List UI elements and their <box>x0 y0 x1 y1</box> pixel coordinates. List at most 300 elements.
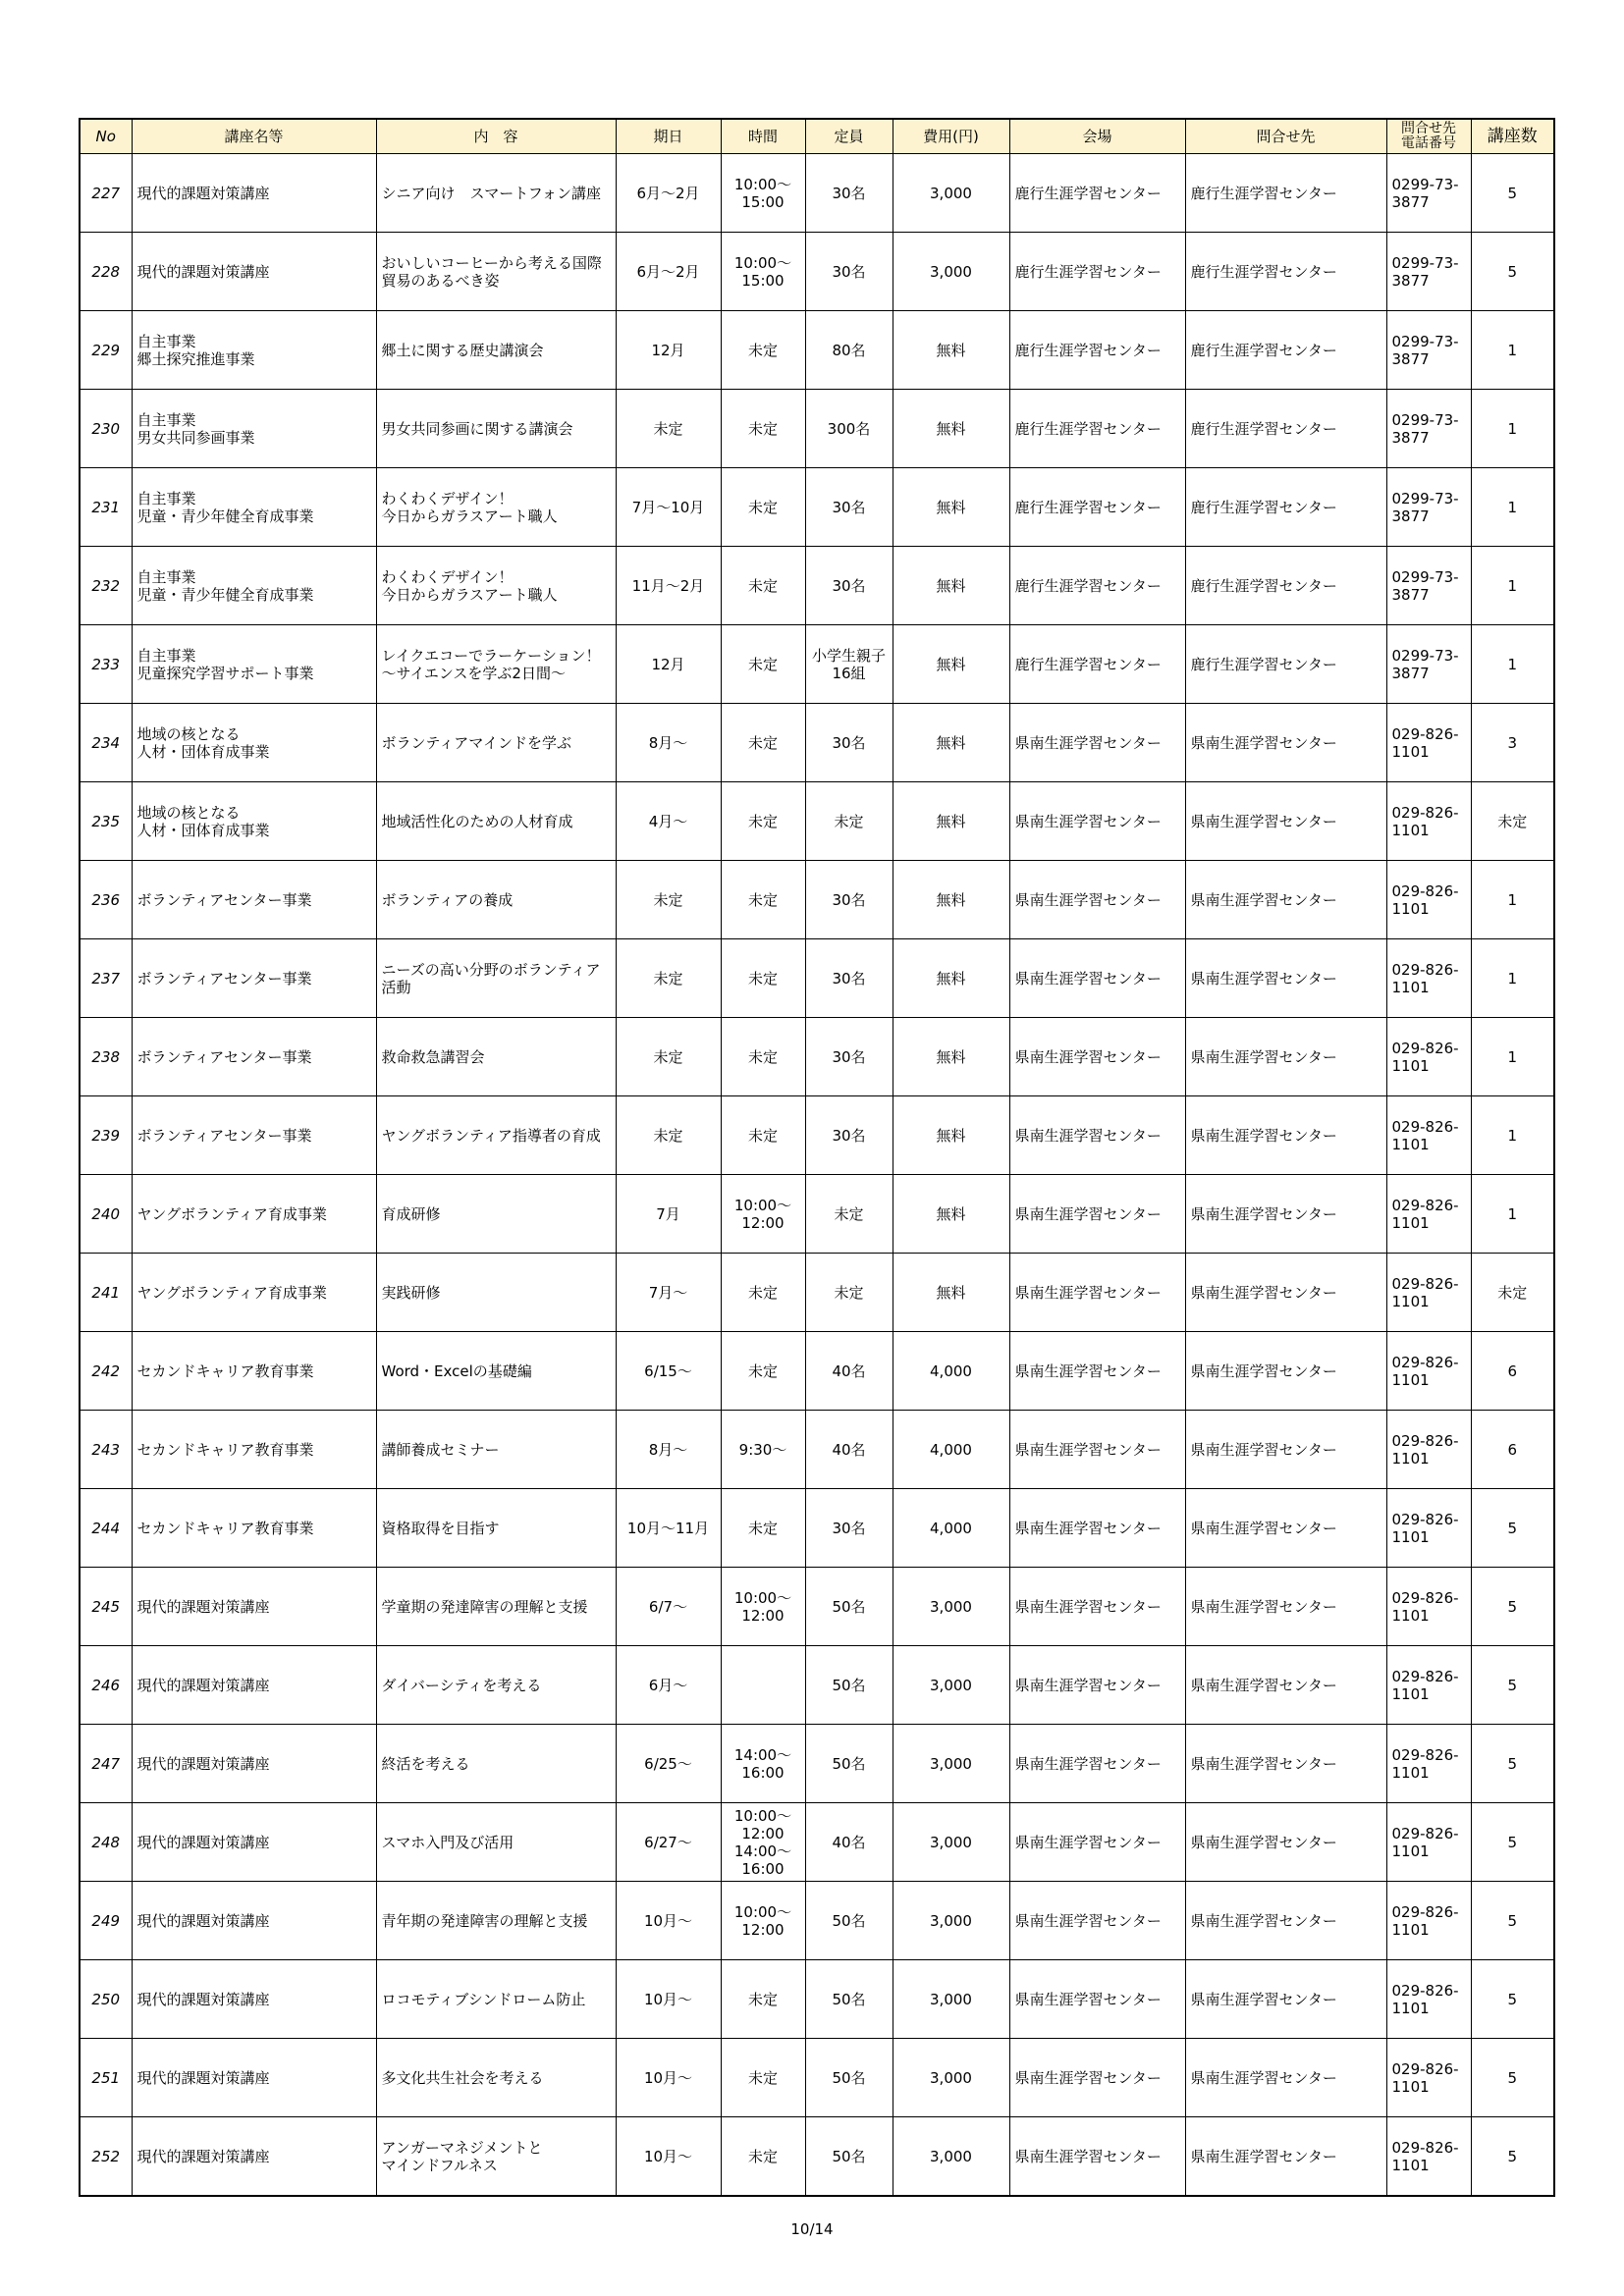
cell-no: 231 <box>80 468 132 547</box>
cell-name: 自主事業 男女共同参画事業 <box>132 390 376 468</box>
cell-content: 育成研修 <box>376 1175 616 1254</box>
cell-fee: 3,000 <box>893 233 1009 311</box>
table-row <box>80 1725 1554 1803</box>
table-row <box>80 2039 1554 2117</box>
cell-phone: 029-826- 1101 <box>1386 1882 1471 1960</box>
cell-no: 236 <box>80 861 132 939</box>
cell-venue: 県南生涯学習センター <box>1009 1411 1185 1489</box>
cell-content: シニア向け スマートフォン講座 <box>376 154 616 233</box>
cell-count: 5 <box>1471 1960 1554 2039</box>
cell-date: 未定 <box>616 390 721 468</box>
cell-venue: 県南生涯学習センター <box>1009 2039 1185 2117</box>
header-no: No <box>80 119 132 154</box>
cell-content: ニーズの高い分野のボランティア 活動 <box>376 939 616 1018</box>
cell-contact: 県南生涯学習センター <box>1185 939 1386 1018</box>
cell-capacity: 50名 <box>805 1725 893 1803</box>
cell-time: 未定 <box>721 2117 805 2197</box>
cell-time: 未定 <box>721 311 805 390</box>
cell-fee: 無料 <box>893 1018 1009 1096</box>
cell-contact: 県南生涯学習センター <box>1185 1018 1386 1096</box>
cell-capacity: 50名 <box>805 1882 893 1960</box>
cell-date: 6月～2月 <box>616 154 721 233</box>
table-row <box>80 233 1554 311</box>
table-row <box>80 1646 1554 1725</box>
cell-capacity: 300名 <box>805 390 893 468</box>
cell-phone: 029-826- 1101 <box>1386 1018 1471 1096</box>
table-row <box>80 861 1554 939</box>
cell-date: 6/7～ <box>616 1568 721 1646</box>
cell-time: 10:00～ 12:00 <box>721 1568 805 1646</box>
cell-contact: 県南生涯学習センター <box>1185 2117 1386 2197</box>
cell-venue: 県南生涯学習センター <box>1009 1568 1185 1646</box>
cell-name: セカンドキャリア教育事業 <box>132 1489 376 1568</box>
cell-contact: 県南生涯学習センター <box>1185 861 1386 939</box>
cell-name: 現代的課題対策講座 <box>132 233 376 311</box>
cell-phone: 029-826- 1101 <box>1386 1411 1471 1489</box>
cell-count: 1 <box>1471 547 1554 625</box>
cell-phone: 029-826- 1101 <box>1386 2117 1471 2197</box>
cell-name: 現代的課題対策講座 <box>132 2117 376 2197</box>
cell-contact: 県南生涯学習センター <box>1185 1568 1386 1646</box>
cell-capacity: 小学生親子 16組 <box>805 625 893 704</box>
cell-time: 未定 <box>721 1960 805 2039</box>
cell-venue: 県南生涯学習センター <box>1009 1254 1185 1332</box>
cell-fee: 3,000 <box>893 1803 1009 1882</box>
cell-contact: 鹿行生涯学習センター <box>1185 468 1386 547</box>
cell-count: 1 <box>1471 861 1554 939</box>
cell-contact: 鹿行生涯学習センター <box>1185 625 1386 704</box>
cell-fee: 無料 <box>893 1096 1009 1175</box>
cell-contact: 鹿行生涯学習センター <box>1185 547 1386 625</box>
cell-content: スマホ入門及び活用 <box>376 1803 616 1882</box>
cell-phone: 029-826- 1101 <box>1386 1646 1471 1725</box>
cell-time: 10:00～ 12:00 <box>721 1175 805 1254</box>
cell-count: 5 <box>1471 1646 1554 1725</box>
cell-contact: 県南生涯学習センター <box>1185 1725 1386 1803</box>
cell-phone: 0299-73- 3877 <box>1386 311 1471 390</box>
cell-time: 未定 <box>721 625 805 704</box>
table-row <box>80 939 1554 1018</box>
cell-venue: 県南生涯学習センター <box>1009 1725 1185 1803</box>
table-row <box>80 547 1554 625</box>
table-body <box>80 154 1554 2197</box>
cell-no: 245 <box>80 1568 132 1646</box>
cell-venue: 鹿行生涯学習センター <box>1009 390 1185 468</box>
cell-venue: 県南生涯学習センター <box>1009 1803 1185 1882</box>
cell-phone: 0299-73- 3877 <box>1386 390 1471 468</box>
cell-time: 未定 <box>721 1096 805 1175</box>
cell-no: 252 <box>80 2117 132 2197</box>
table-row <box>80 154 1554 233</box>
cell-count: 未定 <box>1471 1254 1554 1332</box>
cell-capacity: 30名 <box>805 1489 893 1568</box>
table-row <box>80 468 1554 547</box>
cell-time: 未定 <box>721 1018 805 1096</box>
cell-count: 5 <box>1471 1725 1554 1803</box>
cell-name: ボランティアセンター事業 <box>132 1096 376 1175</box>
cell-name: ヤングボランティア育成事業 <box>132 1254 376 1332</box>
cell-content: 実践研修 <box>376 1254 616 1332</box>
header-row <box>80 119 1554 154</box>
cell-contact: 県南生涯学習センター <box>1185 1646 1386 1725</box>
cell-date: 10月～ <box>616 1882 721 1960</box>
cell-date: 未定 <box>616 1018 721 1096</box>
cell-name: 地域の核となる 人材・団体育成事業 <box>132 704 376 782</box>
table-row <box>80 1803 1554 1882</box>
table-row <box>80 311 1554 390</box>
cell-phone: 029-826- 1101 <box>1386 782 1471 861</box>
cell-capacity: 40名 <box>805 1332 893 1411</box>
cell-no: 248 <box>80 1803 132 1882</box>
cell-no: 232 <box>80 547 132 625</box>
cell-no: 240 <box>80 1175 132 1254</box>
cell-name: ボランティアセンター事業 <box>132 861 376 939</box>
cell-phone: 029-826- 1101 <box>1386 2039 1471 2117</box>
cell-phone: 029-826- 1101 <box>1386 1803 1471 1882</box>
cell-venue: 県南生涯学習センター <box>1009 939 1185 1018</box>
cell-content: 資格取得を目指す <box>376 1489 616 1568</box>
cell-content: アンガーマネジメントと マインドフルネス <box>376 2117 616 2197</box>
cell-capacity: 未定 <box>805 1254 893 1332</box>
table-row <box>80 782 1554 861</box>
cell-name: 現代的課題対策講座 <box>132 1882 376 1960</box>
cell-phone: 029-826- 1101 <box>1386 1568 1471 1646</box>
cell-count: 5 <box>1471 2039 1554 2117</box>
cell-content: 郷土に関する歴史講演会 <box>376 311 616 390</box>
cell-phone: 029-826- 1101 <box>1386 1489 1471 1568</box>
cell-time: 14:00～ 16:00 <box>721 1725 805 1803</box>
cell-phone: 0299-73- 3877 <box>1386 233 1471 311</box>
cell-venue: 鹿行生涯学習センター <box>1009 311 1185 390</box>
cell-contact: 県南生涯学習センター <box>1185 1411 1386 1489</box>
cell-no: 234 <box>80 704 132 782</box>
cell-fee: 4,000 <box>893 1489 1009 1568</box>
cell-fee: 無料 <box>893 939 1009 1018</box>
cell-fee: 3,000 <box>893 154 1009 233</box>
cell-fee: 無料 <box>893 547 1009 625</box>
cell-no: 235 <box>80 782 132 861</box>
cell-phone: 0299-73- 3877 <box>1386 547 1471 625</box>
cell-time: 10:00～ 15:00 <box>721 154 805 233</box>
cell-phone: 029-826- 1101 <box>1386 939 1471 1018</box>
cell-date: 7月 <box>616 1175 721 1254</box>
cell-name: 現代的課題対策講座 <box>132 1568 376 1646</box>
cell-date: 未定 <box>616 939 721 1018</box>
table-row <box>80 1568 1554 1646</box>
cell-content: わくわくデザイン！ 今日からガラスアート職人 <box>376 547 616 625</box>
table-row <box>80 1960 1554 2039</box>
cell-fee: 3,000 <box>893 1568 1009 1646</box>
header-name: 講座名等 <box>132 119 376 154</box>
cell-no: 250 <box>80 1960 132 2039</box>
cell-venue: 県南生涯学習センター <box>1009 704 1185 782</box>
cell-phone: 029-826- 1101 <box>1386 1254 1471 1332</box>
cell-venue: 県南生涯学習センター <box>1009 1018 1185 1096</box>
cell-count: 5 <box>1471 1568 1554 1646</box>
cell-capacity: 30名 <box>805 939 893 1018</box>
table-row <box>80 1332 1554 1411</box>
cell-capacity: 30名 <box>805 1096 893 1175</box>
cell-phone: 0299-73- 3877 <box>1386 154 1471 233</box>
cell-no: 242 <box>80 1332 132 1411</box>
cell-time: 未定 <box>721 1332 805 1411</box>
cell-count: 1 <box>1471 1018 1554 1096</box>
cell-date: 6/27～ <box>616 1803 721 1882</box>
cell-venue: 鹿行生涯学習センター <box>1009 468 1185 547</box>
cell-contact: 県南生涯学習センター <box>1185 1175 1386 1254</box>
cell-name: 自主事業 児童・青少年健全育成事業 <box>132 468 376 547</box>
cell-date: 未定 <box>616 861 721 939</box>
table-row <box>80 1096 1554 1175</box>
cell-time: 未定 <box>721 861 805 939</box>
cell-name: 自主事業 児童・青少年健全育成事業 <box>132 547 376 625</box>
cell-capacity: 30名 <box>805 547 893 625</box>
cell-date: 7月～ <box>616 1254 721 1332</box>
cell-date: 6/15～ <box>616 1332 721 1411</box>
cell-time <box>721 1646 805 1725</box>
cell-venue: 県南生涯学習センター <box>1009 861 1185 939</box>
cell-no: 228 <box>80 233 132 311</box>
table-row <box>80 625 1554 704</box>
cell-time: 未定 <box>721 782 805 861</box>
cell-time: 未定 <box>721 2039 805 2117</box>
cell-phone: 029-826- 1101 <box>1386 1096 1471 1175</box>
cell-name: セカンドキャリア教育事業 <box>132 1411 376 1489</box>
cell-time: 未定 <box>721 939 805 1018</box>
cell-fee: 無料 <box>893 311 1009 390</box>
cell-contact: 県南生涯学習センター <box>1185 782 1386 861</box>
cell-venue: 鹿行生涯学習センター <box>1009 154 1185 233</box>
table-row <box>80 1882 1554 1960</box>
cell-time: 10:00～ 12:00 14:00～ 16:00 <box>721 1803 805 1882</box>
cell-fee: 無料 <box>893 625 1009 704</box>
header-count: 講座数 <box>1471 119 1554 154</box>
cell-capacity: 50名 <box>805 1960 893 2039</box>
cell-date: 10月～11月 <box>616 1489 721 1568</box>
table-row <box>80 2117 1554 2197</box>
cell-fee: 無料 <box>893 861 1009 939</box>
cell-capacity: 50名 <box>805 2039 893 2117</box>
cell-venue: 県南生涯学習センター <box>1009 782 1185 861</box>
cell-content: 男女共同参画に関する講演会 <box>376 390 616 468</box>
header-venue: 会場 <box>1009 119 1185 154</box>
cell-venue: 鹿行生涯学習センター <box>1009 233 1185 311</box>
cell-fee: 3,000 <box>893 2117 1009 2197</box>
cell-count: 5 <box>1471 1882 1554 1960</box>
cell-capacity: 未定 <box>805 1175 893 1254</box>
cell-time: 未定 <box>721 468 805 547</box>
header-capacity: 定員 <box>805 119 893 154</box>
course-table <box>79 118 1555 2197</box>
table-row <box>80 704 1554 782</box>
cell-venue: 県南生涯学習センター <box>1009 1646 1185 1725</box>
cell-count: 1 <box>1471 1096 1554 1175</box>
cell-venue: 県南生涯学習センター <box>1009 1096 1185 1175</box>
cell-name: 現代的課題対策講座 <box>132 1725 376 1803</box>
header-contact: 問合せ先 <box>1185 119 1386 154</box>
cell-content: 学童期の発達障害の理解と支援 <box>376 1568 616 1646</box>
cell-count: 1 <box>1471 625 1554 704</box>
cell-capacity: 30名 <box>805 233 893 311</box>
cell-content: Word・Excelの基礎編 <box>376 1332 616 1411</box>
cell-count: 1 <box>1471 390 1554 468</box>
cell-count: 3 <box>1471 704 1554 782</box>
cell-name: ボランティアセンター事業 <box>132 1018 376 1096</box>
cell-no: 243 <box>80 1411 132 1489</box>
cell-capacity: 50名 <box>805 1568 893 1646</box>
cell-fee: 無料 <box>893 782 1009 861</box>
cell-contact: 県南生涯学習センター <box>1185 2039 1386 2117</box>
cell-capacity: 40名 <box>805 1411 893 1489</box>
header-content: 内 容 <box>376 119 616 154</box>
cell-content: 青年期の発達障害の理解と支援 <box>376 1882 616 1960</box>
cell-no: 239 <box>80 1096 132 1175</box>
cell-content: ダイバーシティを考える <box>376 1646 616 1725</box>
cell-capacity: 80名 <box>805 311 893 390</box>
cell-no: 229 <box>80 311 132 390</box>
cell-count: 5 <box>1471 1489 1554 1568</box>
cell-name: 現代的課題対策講座 <box>132 1803 376 1882</box>
cell-content: 救命救急講習会 <box>376 1018 616 1096</box>
cell-contact: 県南生涯学習センター <box>1185 1489 1386 1568</box>
cell-contact: 県南生涯学習センター <box>1185 1960 1386 2039</box>
cell-content: ボランティアの養成 <box>376 861 616 939</box>
cell-time: 未定 <box>721 1489 805 1568</box>
cell-count: 1 <box>1471 311 1554 390</box>
header-fee: 費用(円) <box>893 119 1009 154</box>
table-row <box>80 1254 1554 1332</box>
cell-content: ロコモティブシンドローム防止 <box>376 1960 616 2039</box>
cell-date: 8月～ <box>616 704 721 782</box>
cell-name: ヤングボランティア育成事業 <box>132 1175 376 1254</box>
cell-time: 未定 <box>721 1254 805 1332</box>
cell-no: 237 <box>80 939 132 1018</box>
cell-fee: 3,000 <box>893 1960 1009 2039</box>
cell-venue: 県南生涯学習センター <box>1009 2117 1185 2197</box>
cell-capacity: 40名 <box>805 1803 893 1882</box>
cell-fee: 3,000 <box>893 2039 1009 2117</box>
cell-name: 地域の核となる 人材・団体育成事業 <box>132 782 376 861</box>
cell-name: 自主事業 児童探究学習サポート事業 <box>132 625 376 704</box>
cell-date: 未定 <box>616 1096 721 1175</box>
cell-venue: 県南生涯学習センター <box>1009 1882 1185 1960</box>
cell-no: 251 <box>80 2039 132 2117</box>
cell-phone: 029-826- 1101 <box>1386 1960 1471 2039</box>
cell-venue: 県南生涯学習センター <box>1009 1332 1185 1411</box>
cell-count: 5 <box>1471 233 1554 311</box>
cell-time: 10:00～ 12:00 <box>721 1882 805 1960</box>
cell-time: 9:30～ <box>721 1411 805 1489</box>
cell-fee: 無料 <box>893 1175 1009 1254</box>
cell-fee: 無料 <box>893 390 1009 468</box>
cell-contact: 県南生涯学習センター <box>1185 1254 1386 1332</box>
cell-date: 7月～10月 <box>616 468 721 547</box>
cell-contact: 県南生涯学習センター <box>1185 1332 1386 1411</box>
header-phone: 問合せ先 電話番号 <box>1386 119 1471 154</box>
cell-content: ボランティアマインドを学ぶ <box>376 704 616 782</box>
cell-venue: 鹿行生涯学習センター <box>1009 547 1185 625</box>
cell-date: 6月～2月 <box>616 233 721 311</box>
cell-content: 地域活性化のための人材育成 <box>376 782 616 861</box>
cell-contact: 鹿行生涯学習センター <box>1185 390 1386 468</box>
table-row <box>80 1411 1554 1489</box>
cell-time: 未定 <box>721 390 805 468</box>
cell-name: 現代的課題対策講座 <box>132 1646 376 1725</box>
cell-venue: 県南生涯学習センター <box>1009 1960 1185 2039</box>
cell-date: 6/25～ <box>616 1725 721 1803</box>
cell-phone: 029-826- 1101 <box>1386 861 1471 939</box>
cell-content: 終活を考える <box>376 1725 616 1803</box>
cell-capacity: 50名 <box>805 2117 893 2197</box>
cell-phone: 029-826- 1101 <box>1386 1332 1471 1411</box>
cell-phone: 029-826- 1101 <box>1386 1175 1471 1254</box>
cell-phone: 0299-73- 3877 <box>1386 625 1471 704</box>
cell-name: 自主事業 郷土探究推進事業 <box>132 311 376 390</box>
cell-venue: 県南生涯学習センター <box>1009 1489 1185 1568</box>
cell-no: 241 <box>80 1254 132 1332</box>
cell-phone: 029-826- 1101 <box>1386 704 1471 782</box>
cell-date: 6月～ <box>616 1646 721 1725</box>
cell-fee: 無料 <box>893 1254 1009 1332</box>
cell-phone: 029-826- 1101 <box>1386 1725 1471 1803</box>
cell-contact: 鹿行生涯学習センター <box>1185 311 1386 390</box>
cell-no: 244 <box>80 1489 132 1568</box>
cell-date: 12月 <box>616 625 721 704</box>
cell-date: 11月～2月 <box>616 547 721 625</box>
cell-capacity: 30名 <box>805 468 893 547</box>
cell-date: 4月～ <box>616 782 721 861</box>
cell-name: セカンドキャリア教育事業 <box>132 1332 376 1411</box>
cell-no: 233 <box>80 625 132 704</box>
cell-fee: 4,000 <box>893 1332 1009 1411</box>
cell-count: 6 <box>1471 1332 1554 1411</box>
cell-date: 12月 <box>616 311 721 390</box>
cell-content: おいしいコーヒーから考える国際 貿易のあるべき姿 <box>376 233 616 311</box>
cell-capacity: 30名 <box>805 861 893 939</box>
cell-phone: 0299-73- 3877 <box>1386 468 1471 547</box>
cell-count: 1 <box>1471 939 1554 1018</box>
cell-date: 10月～ <box>616 1960 721 2039</box>
table-row <box>80 390 1554 468</box>
cell-capacity: 30名 <box>805 154 893 233</box>
cell-time: 未定 <box>721 547 805 625</box>
cell-count: 5 <box>1471 154 1554 233</box>
cell-count: 5 <box>1471 2117 1554 2197</box>
cell-no: 246 <box>80 1646 132 1725</box>
cell-no: 249 <box>80 1882 132 1960</box>
cell-content: 多文化共生社会を考える <box>376 2039 616 2117</box>
cell-fee: 3,000 <box>893 1646 1009 1725</box>
cell-contact: 鹿行生涯学習センター <box>1185 233 1386 311</box>
cell-no: 230 <box>80 390 132 468</box>
cell-fee: 3,000 <box>893 1882 1009 1960</box>
cell-count: 1 <box>1471 1175 1554 1254</box>
page-number: 10/14 <box>790 2220 834 2238</box>
cell-date: 8月～ <box>616 1411 721 1489</box>
cell-contact: 県南生涯学習センター <box>1185 704 1386 782</box>
cell-content: 講師養成セミナー <box>376 1411 616 1489</box>
cell-no: 227 <box>80 154 132 233</box>
cell-content: ヤングボランティア指導者の育成 <box>376 1096 616 1175</box>
cell-capacity: 50名 <box>805 1646 893 1725</box>
header-time: 時間 <box>721 119 805 154</box>
cell-time: 未定 <box>721 704 805 782</box>
table-row <box>80 1175 1554 1254</box>
cell-no: 238 <box>80 1018 132 1096</box>
cell-fee: 無料 <box>893 704 1009 782</box>
cell-name: 現代的課題対策講座 <box>132 154 376 233</box>
cell-capacity: 30名 <box>805 1018 893 1096</box>
